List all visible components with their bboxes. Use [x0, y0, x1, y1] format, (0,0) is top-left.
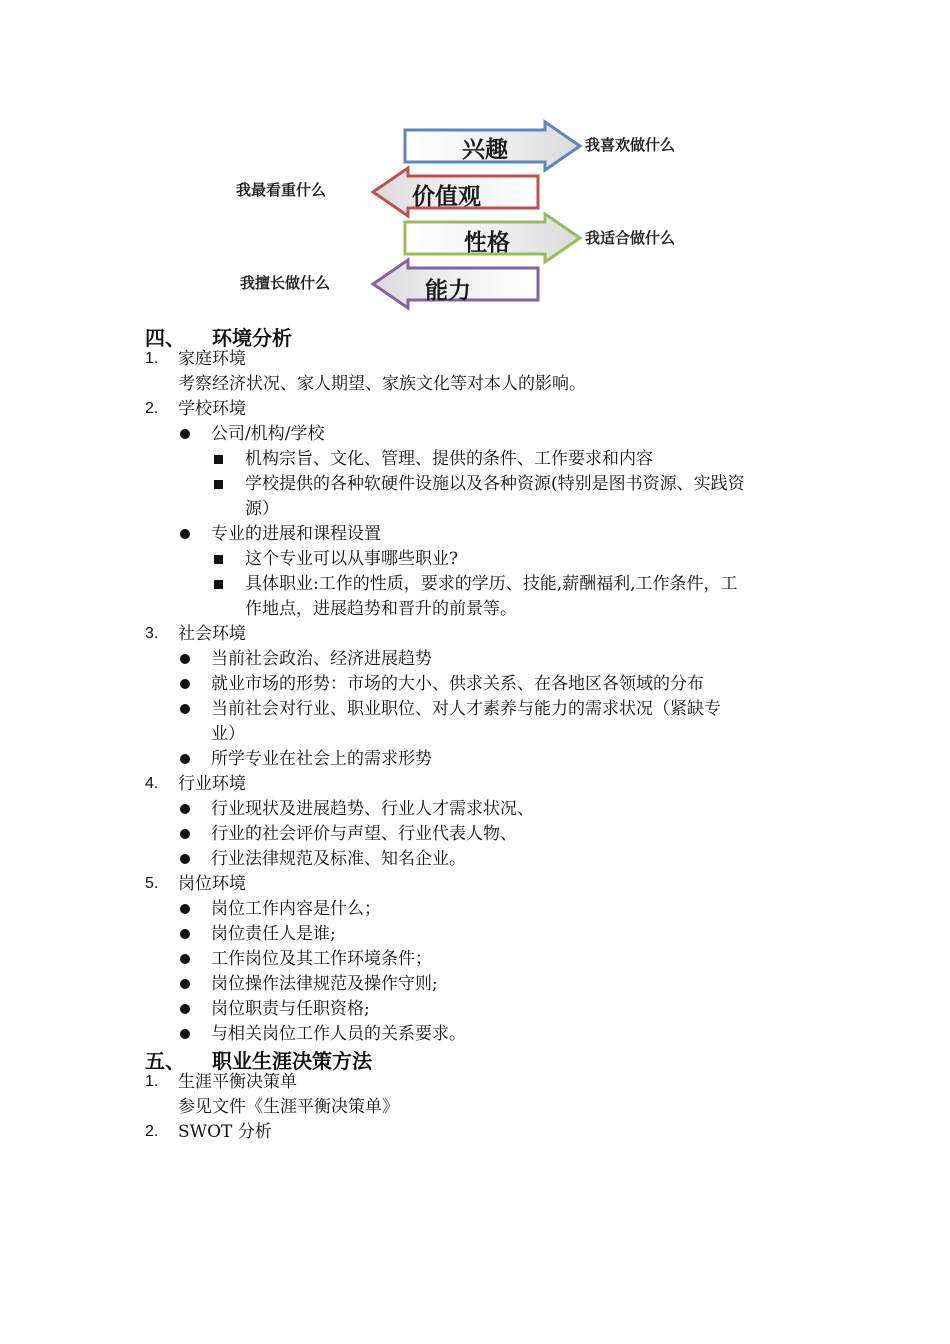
- square-bullet-icon: [214, 580, 223, 589]
- diagram-word-personality: 性格: [464, 230, 510, 256]
- s4-item5-bullet1: 岗位工作内容是什么；: [211, 899, 381, 919]
- s4-item3-title: 社会环境: [178, 624, 246, 644]
- s4-item4-title: 行业环境: [178, 774, 246, 794]
- s4-item4-number: 4.: [145, 775, 159, 792]
- s5-item1-title: 生涯平衡决策单: [178, 1072, 297, 1092]
- diagram-label-personality: 我适合做什么: [585, 229, 676, 247]
- diagram-word-values: 价值观: [412, 184, 481, 210]
- bullet-icon: [180, 1029, 190, 1039]
- diagram-label-ability: 我擅长做什么: [240, 274, 331, 292]
- s4-item5-bullet4: 岗位操作法律规范及操作守则;: [211, 974, 438, 994]
- s4-item2-b1-sub2-line1: 学校提供的各种软硬件设施以及各种资源(特别是图书资源、实践资: [245, 474, 745, 494]
- s4-item2-b2-sub1: 这个专业可以从事哪些职业?: [245, 549, 459, 569]
- bullet-icon: [180, 829, 190, 839]
- s4-item5-bullet3: 工作岗位及其工作环境条件；: [211, 949, 432, 969]
- s5-item2-number: 2.: [145, 1123, 159, 1140]
- bullet-icon: [180, 704, 190, 714]
- bullet-icon: [180, 1004, 190, 1014]
- s4-item3-bullet4: 所学专业在社会上的需求形势: [211, 749, 432, 769]
- diagram-label-values: 我最看重什么: [236, 181, 327, 199]
- s4-item1-number: 1.: [145, 350, 159, 367]
- square-bullet-icon: [214, 455, 223, 464]
- bullet-icon: [180, 929, 190, 939]
- s4-item4-bullet2: 行业的社会评价与声望、行业代表人物、: [211, 824, 517, 844]
- bullet-icon: [180, 904, 190, 914]
- s4-item3-bullet1: 当前社会政治、经济进展趋势: [211, 649, 432, 669]
- s4-item4-bullet3: 行业法律规范及标准、知名企业。: [211, 849, 466, 869]
- bullet-icon: [180, 429, 190, 439]
- bullet-icon: [180, 679, 190, 689]
- section4-number: 四、: [145, 326, 185, 350]
- bullet-icon: [180, 654, 190, 664]
- s4-item2-title: 学校环境: [178, 399, 246, 419]
- bullet-icon: [180, 854, 190, 864]
- bullet-icon: [180, 754, 190, 764]
- s5-item2-title: SWOT 分析: [178, 1122, 272, 1142]
- s5-item1-number: 1.: [145, 1073, 159, 1090]
- s4-item2-number: 2.: [145, 400, 159, 417]
- s5-item1-desc: 参见文件《生涯平衡决策单》: [178, 1097, 399, 1117]
- s4-item2-b2-sub2-line1: 具体职业:工作的性质，要求的学历、技能,薪酬福利,工作条件，工: [245, 574, 738, 594]
- diagram-label-interest: 我喜欢做什么: [585, 136, 676, 154]
- s4-item1-desc: 考察经济状况、家人期望、家族文化等对本人的影响。: [178, 374, 586, 394]
- s4-item1-title: 家庭环境: [178, 349, 246, 369]
- s4-item4-bullet1: 行业现状及进展趋势、行业人才需求状况、: [211, 799, 534, 819]
- s4-item3-bullet2: 就业市场的形势：市场的大小、供求关系、在各地区各领域的分布: [211, 674, 704, 694]
- diagram-word-ability: 能力: [425, 278, 471, 304]
- s4-item2-bullet2: 专业的进展和课程设置: [211, 524, 381, 544]
- square-bullet-icon: [214, 480, 223, 489]
- section5-title: 职业生涯决策方法: [212, 1049, 372, 1073]
- s4-item5-bullet2: 岗位责任人是谁;: [211, 924, 336, 944]
- s4-item2-bullet1: 公司/机构/学校: [211, 424, 325, 444]
- bullet-icon: [180, 979, 190, 989]
- bullet-icon: [180, 529, 190, 539]
- s4-item2-b1-sub2-line2: 源）: [245, 499, 279, 519]
- s4-item3-bullet3-line2: 业）: [211, 724, 245, 744]
- s4-item2-b1-sub1: 机构宗旨、文化、管理、提供的条件、工作要求和内容: [245, 449, 653, 469]
- s4-item3-number: 3.: [145, 625, 159, 642]
- s4-item3-bullet3-line1: 当前社会对行业、职业职位、对人才素养与能力的需求状况（紧缺专: [211, 699, 721, 719]
- section4-title: 环境分析: [212, 326, 292, 350]
- diagram-word-interest: 兴趣: [462, 137, 508, 163]
- s4-item5-number: 5.: [145, 875, 159, 892]
- s4-item2-b2-sub2-line2: 作地点，进展趋势和晋升的前景等。: [245, 599, 517, 619]
- bullet-icon: [180, 954, 190, 964]
- s4-item5-bullet6: 与相关岗位工作人员的关系要求。: [211, 1024, 466, 1044]
- square-bullet-icon: [214, 555, 223, 564]
- s4-item5-bullet5: 岗位职责与任职资格;: [211, 999, 370, 1019]
- section5-number: 五、: [145, 1049, 185, 1073]
- s4-item5-title: 岗位环境: [178, 874, 246, 894]
- bullet-icon: [180, 804, 190, 814]
